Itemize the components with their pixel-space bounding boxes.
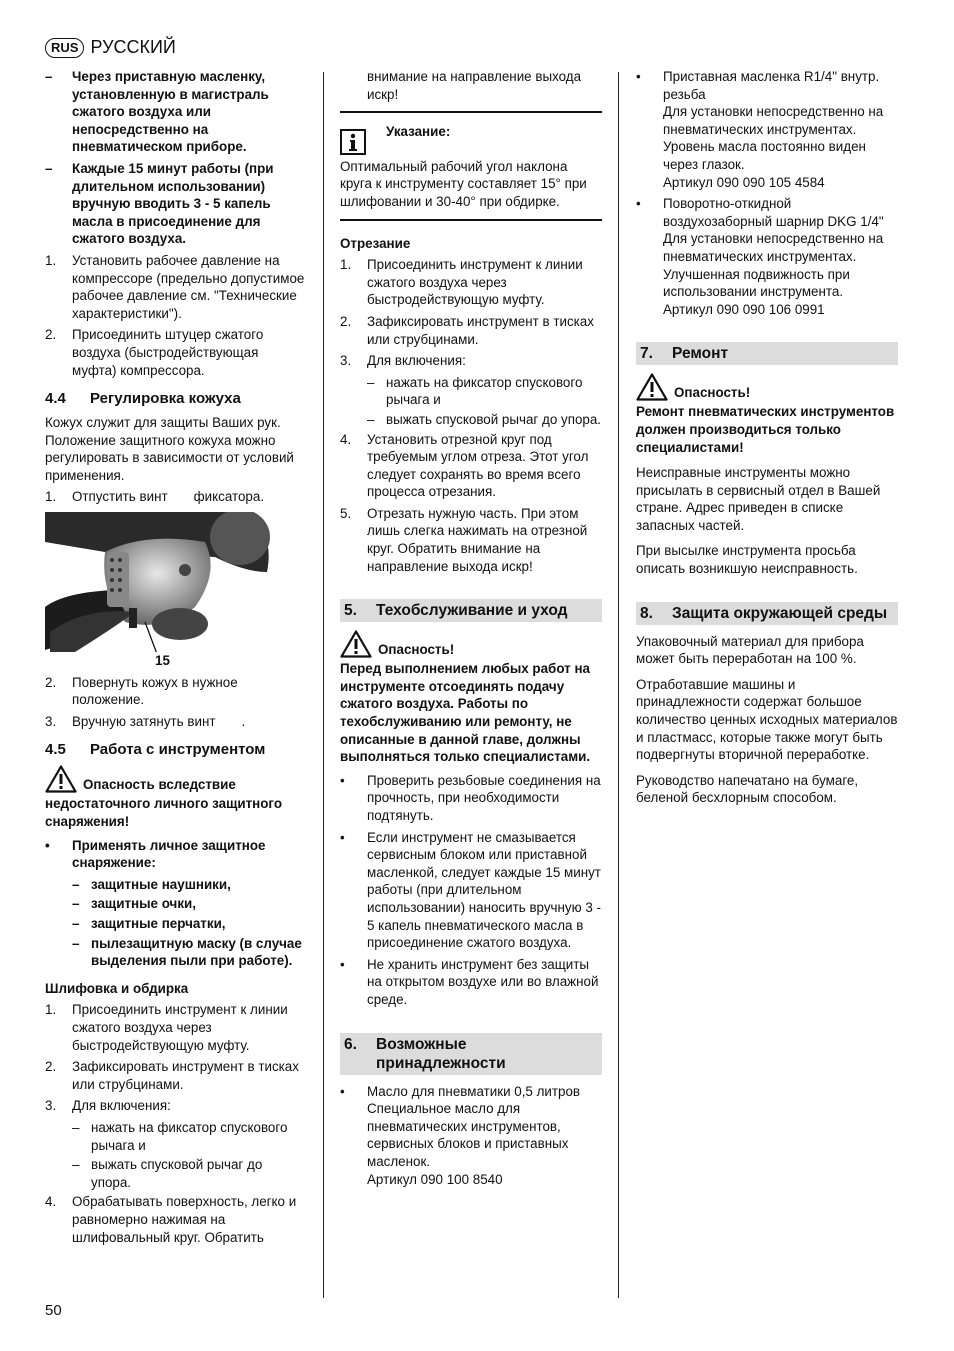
list-item: 2. Зафиксировать инструмент в тисках или струбцинами.: [45, 1059, 299, 1092]
warning-triangle-icon: [340, 630, 372, 658]
note-text: Оптимальный рабочий угол наклона круга к инструменту составляет 15° при шлифовании и 30-40° при обдирке.: [340, 158, 587, 209]
column-divider: [323, 72, 324, 1298]
list-item: – Через приставную масленку, установленную в магистраль сжатого воздуха или непосредственно на пневматическом приборе.: [45, 69, 269, 155]
list-item: – пылезащитную маску (в случае выделения пыли при работе).: [72, 935, 302, 969]
list-item: • Проверить резьбовые соединения на прочность, при необходимости подтянуть.: [340, 772, 601, 823]
list-item: – защитные перчатки,: [72, 916, 226, 931]
list-item: 3. Для включения:: [45, 1098, 171, 1114]
language-badge: RUS: [45, 38, 84, 58]
list-item: • Масло для пневматики 0,5 литров Специальное масло для пневматических инструментов, сервисных блоков и приставных масленок. Артикул 090 100 8540: [340, 1083, 581, 1187]
list-item: 4. Обрабатывать поверхность, легко и равномерно нажимая на шлифовальный круг. Обратить: [45, 1194, 297, 1245]
section-heading-4-5: 4.5 Работа с инструментом: [45, 741, 266, 759]
note-title: Указание:: [386, 124, 451, 140]
list-item: – выжать спусковой рычаг до упора.: [72, 1157, 263, 1190]
paragraph: Неисправные инструменты можно присылать в сервисный отдел в Вашей стране. Адрес приведен в списке запасных частей.: [636, 465, 881, 533]
language-title: РУССКИЙ: [90, 37, 176, 58]
list-item: – нажать на фиксатор спускового рычага и: [367, 374, 583, 408]
list-item: 2. Присоединить штуцер сжатого воздуха (быстродействующая муфта) компрессора.: [45, 327, 264, 378]
list-item: 5. Отрезать нужную часть. При этом лишь слегка нажимать на отрезной круг. Обратить внимание на направление выхода искр!: [340, 505, 588, 574]
warning-text: недостаточного личного защитного снаряжения!: [45, 796, 283, 830]
list-item: – Каждые 15 минут работы (при длительном использовании) вручную вводить 3 - 5 капель масла в присоединение для сжатого воздуха.: [45, 160, 274, 247]
danger-text: Перед выполнением любых работ на инструменте отсоединять подачу сжатого воздуха. Работы по техобслуживанию или ремонту, не описанные в данной главе, должны выполняться только специалистами.: [340, 661, 591, 765]
section-heading-6: 6. Возможные принадлежности: [340, 1033, 602, 1075]
divider: [340, 219, 602, 221]
page-header: [45, 38, 176, 58]
photo-callout-label: 15: [155, 653, 170, 669]
subheading-cutting: Отрезание: [340, 235, 411, 251]
list-item: • Если инструмент не смазывается сервисным блоком или приставной масленкой, следует каждые 15 минут работы (при длительном использовании) наносить вручную 3 - 5 капель пневматического масла в присоединение сжатого воздуха.: [340, 829, 602, 951]
list-item: 3. Для включения:: [340, 353, 466, 369]
list-item: – защитные очки,: [72, 896, 196, 912]
list-item: • Применять личное защитное снаряжение:: [45, 837, 266, 871]
section-heading-7: 7. Ремонт: [636, 342, 898, 365]
paragraph: Отработавшие машины и принадлежности содержат большое количество ценных исходных материалов и пластмасс, которые также могут быть подвергнуты вторичной переработке.: [636, 676, 898, 763]
divider: [340, 111, 602, 113]
warning-triangle-icon: [45, 765, 77, 793]
paragraph: Кожух служит для защиты Ваших рук. Положение защитного кожуха можно регулировать в зависимости от условий применения.: [45, 415, 294, 483]
column-3: [636, 68, 898, 811]
list-item: • Поворотно-откидной воздухозаборный шарнир DKG 1/4" Для установки непосредственно на пневматических инструментах. Улучшенная подвижность при использовании инструмента. Артикул 090 090 106 0991: [636, 196, 884, 317]
danger-block: Опасность!: [340, 630, 602, 658]
warning-block: Опасность вследствие: [45, 765, 305, 793]
list-item: 3. Вручную затянуть винт .: [45, 713, 246, 729]
warning-triangle-icon: [636, 373, 668, 401]
column-divider: [618, 72, 619, 1298]
list-item: 2. Зафиксировать инструмент в тисках или струбцинами.: [340, 313, 594, 347]
danger-block: Опасность!: [636, 373, 898, 401]
list-item: 1. Установить рабочее давление на компрессоре (предельно допустимое рабочее давление см. "Технические характеристики").: [45, 252, 305, 321]
list-item: • Приставная масленка R1/4" внутр. резьба Для установки непосредственно на пневматических инструментах. Уровень масла постоянно виден через глазок. Артикул 090 090 105 4584: [636, 69, 884, 190]
list-item: 1. Присоединить инструмент к линии сжатого воздуха через быстродействующую муфту.: [45, 1002, 288, 1053]
paragraph: При высылке инструмента просьба описать возникшую неисправность.: [636, 543, 858, 577]
section-heading-5: 5. Техобслуживание и уход: [340, 599, 602, 622]
list-item: 1. Присоединить инструмент к линии сжатого воздуха через быстродействующую муфту.: [340, 257, 583, 308]
section-heading-4-4: 4.4 Регулировка кожуха: [45, 390, 241, 408]
list-item: – защитные наушники,: [72, 876, 231, 892]
list-item: – выжать спусковой рычаг до упора.: [367, 411, 602, 427]
note-block: [340, 123, 602, 160]
column-1: [45, 68, 305, 1250]
page-number: 50: [45, 1302, 62, 1319]
list-item: • Не хранить инструмент без защиты на открытом воздухе или во влажной среде.: [340, 956, 599, 1007]
subheading-grinding: Шлифовка и обдирка: [45, 980, 189, 996]
list-item: внимание на направление выхода искр!: [367, 69, 582, 102]
paragraph: Упаковочный материал для прибора может быть переработан на 100 %.: [636, 633, 864, 667]
list-item: 4. Установить отрезной круг под требуемым углом отреза. Этот угол следует сохранять во время всего процесса отрезания.: [340, 431, 589, 500]
paragraph: Руководство напечатано на бумаге, беленой бесхлорным способом.: [636, 772, 859, 806]
column-2: [340, 68, 602, 1192]
list-item: – нажать на фиксатор спускового рычага и: [72, 1119, 288, 1153]
repair-warning-text: Ремонт пневматических инструментов должен производиться только специалистами!: [636, 404, 895, 455]
info-icon: [340, 129, 366, 155]
list-item: 1. Отпустить винт фиксатора.: [45, 489, 265, 505]
angle-grinder-photo: [45, 512, 271, 652]
section-heading-8: 8. Защита окружающей среды: [636, 602, 898, 625]
list-item: 2. Повернуть кожух в нужное положение.: [45, 674, 238, 708]
